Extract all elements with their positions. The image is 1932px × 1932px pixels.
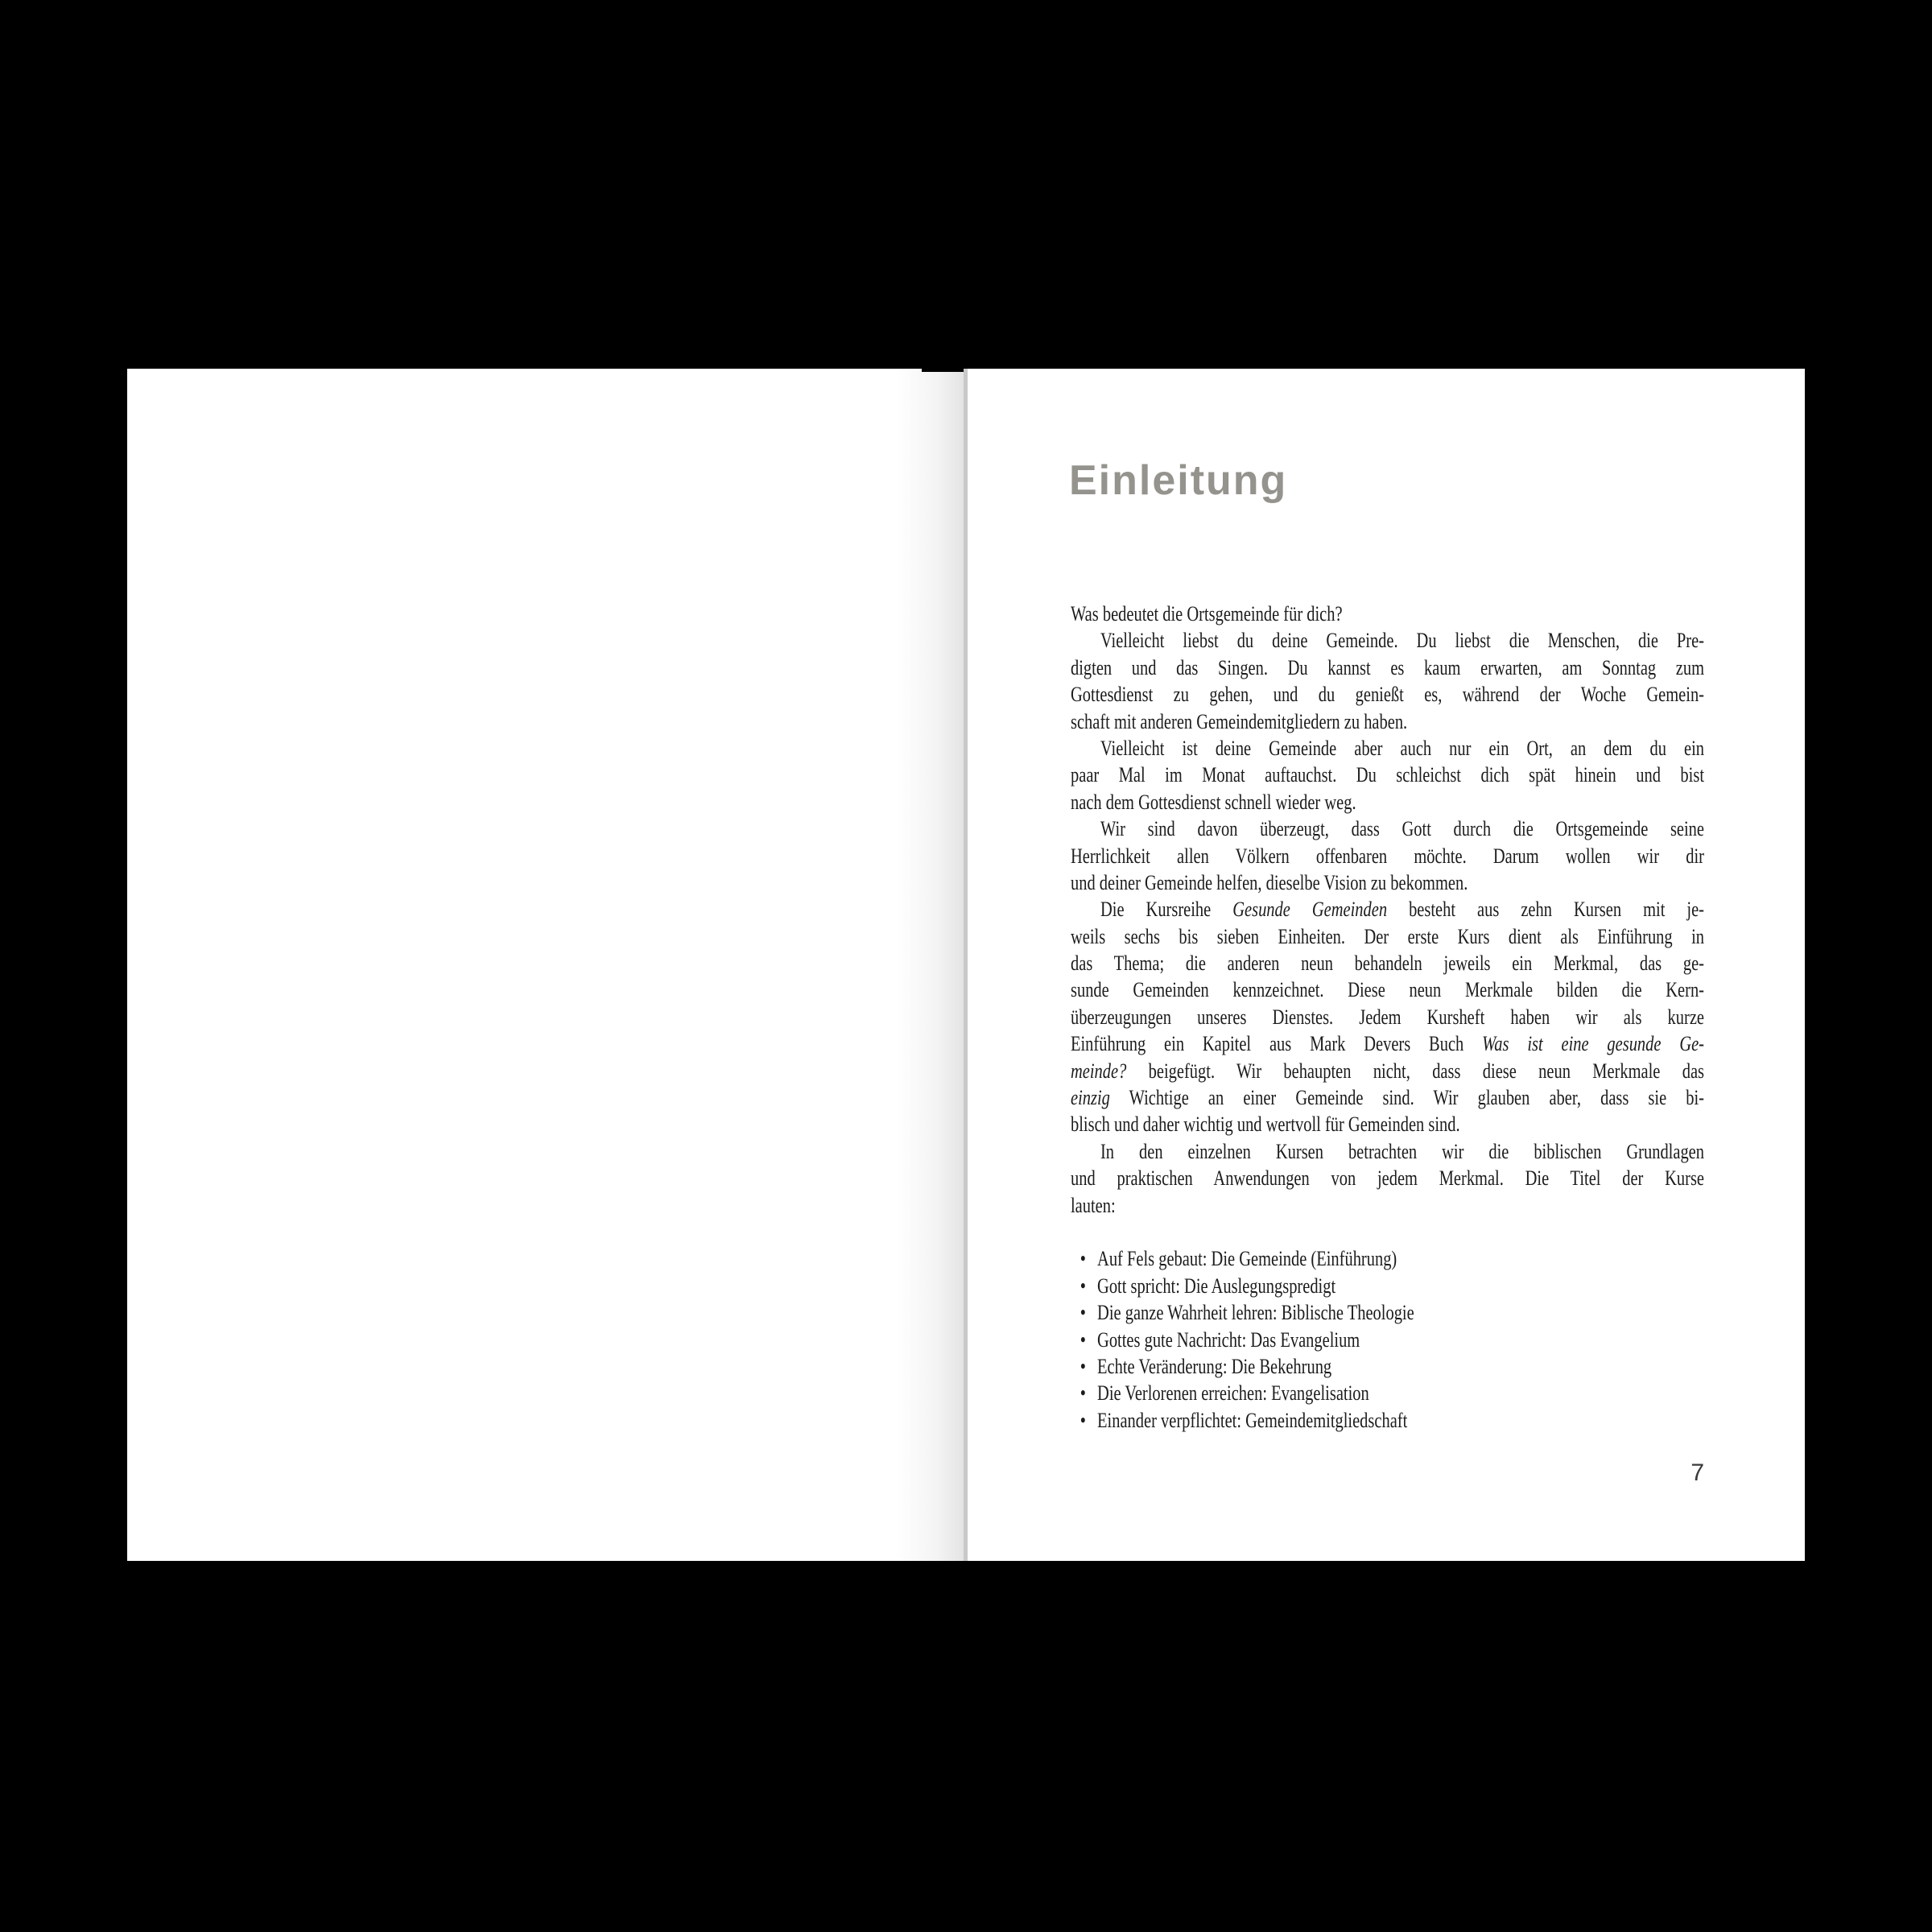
bullet-icon: • — [1080, 1247, 1086, 1271]
text-line: In den einzelnen Kursen betrachten wir die biblischen Grundlagen — [1100, 1139, 1704, 1163]
list-item: • Gottes gute Nachricht: Das Evangelium — [1071, 1327, 1704, 1353]
text-line: meinde? beigefügt. Wir behaupten nicht, dass diese neun Merkmale das — [1071, 1059, 1704, 1083]
spine-notch — [922, 369, 968, 372]
bullet-icon: • — [1080, 1301, 1086, 1325]
text-line: Wir sind davon überzeugt, dass Gott durch die Ortsgemeinde seine — [1100, 817, 1704, 841]
text-line: blisch und daher wichtig und wertvoll für Gemeinden sind. — [1071, 1113, 1460, 1137]
text-line: und deiner Gemeinde helfen, dieselbe Vision zu bekommen. — [1071, 870, 1468, 894]
text-line: Herrlichkeit allen Völkern offenbaren möchte. Darum wollen wir dir — [1071, 844, 1704, 868]
text-line: Einführung ein Kapitel aus Mark Devers Buch Was ist eine gesunde Ge- — [1071, 1032, 1704, 1056]
paragraphs — [1071, 601, 1704, 1219]
text-line: und praktischen Anwendungen von jedem Merkmal. Die Titel der Kurse — [1071, 1166, 1704, 1191]
page-number: 7 — [1690, 1459, 1704, 1486]
text-line: Die Kursreihe Gesunde Gemeinden besteht aus zehn Kursen mit je- — [1100, 898, 1704, 922]
text-line: nach dem Gottesdienst schnell wieder weg. — [1071, 790, 1356, 814]
list-item: • Auf Fels gebaut: Die Gemeinde (Einführung) — [1071, 1245, 1704, 1272]
text-line: lauten: — [1071, 1193, 1116, 1217]
text-line: Gottesdienst zu gehen, und du genießt es, während der Woche Gemein- — [1071, 683, 1704, 707]
text-line: weils sechs bis sieben Einheiten. Der erste Kurs dient als Einführung in — [1071, 924, 1704, 948]
text-line: Vielleicht ist deine Gemeinde aber auch nur ein Ort, an dem du ein — [1100, 736, 1704, 760]
bullet-icon: • — [1080, 1274, 1086, 1298]
list-item: • Die ganze Wahrheit lehren: Biblische Theologie — [1071, 1299, 1704, 1326]
text-line: sunde Gemeinden kennzeichnet. Diese neun Merkmale bilden die Kern- — [1071, 978, 1704, 1002]
text-line: einzig Wichtige an einer Gemeinde sind. Wir glauben aber, dass sie bi- — [1071, 1086, 1704, 1110]
bullet-icon: • — [1080, 1354, 1086, 1378]
text-line: überzeugungen unseres Dienstes. Jedem Kursheft haben wir als kurze — [1071, 1005, 1704, 1029]
list-item: • Die Verlorenen erreichen: Evangelisation — [1071, 1380, 1704, 1406]
text-line: digten und das Singen. Du kannst es kaum erwarten, am Sonntag zum — [1071, 655, 1704, 679]
chapter-title: Einleitung — [1069, 457, 1288, 504]
bullet-icon: • — [1080, 1408, 1086, 1432]
text-line: paar Mal im Monat auftauchst. Du schleichst dich spät hinein und bist — [1071, 763, 1704, 787]
text-line: Was bedeutet die Ortsgemeinde für dich? — [1071, 602, 1343, 625]
course-title-list — [1071, 1245, 1704, 1434]
bullet-icon: • — [1080, 1381, 1086, 1406]
list-item: • Einander verpflichtet: Gemeindemitgliedschaft — [1071, 1407, 1704, 1434]
text-line: schaft mit anderen Gemeindemitgliedern zu haben. — [1071, 709, 1408, 733]
bullet-icon: • — [1080, 1327, 1086, 1352]
list-item: • Gott spricht: Die Auslegungspredigt — [1071, 1273, 1704, 1299]
left-page-blank — [127, 369, 964, 1561]
text-line: Vielleicht liebst du deine Gemeinde. Du liebst die Menschen, die Pre- — [1100, 629, 1704, 653]
list-item: • Echte Veränderung: Die Bekehrung — [1071, 1353, 1704, 1380]
text-line: das Thema; die anderen neun behandeln jeweils ein Merkmal, das ge- — [1071, 952, 1704, 976]
right-page — [968, 369, 1805, 1561]
body-text — [1071, 601, 1704, 1434]
